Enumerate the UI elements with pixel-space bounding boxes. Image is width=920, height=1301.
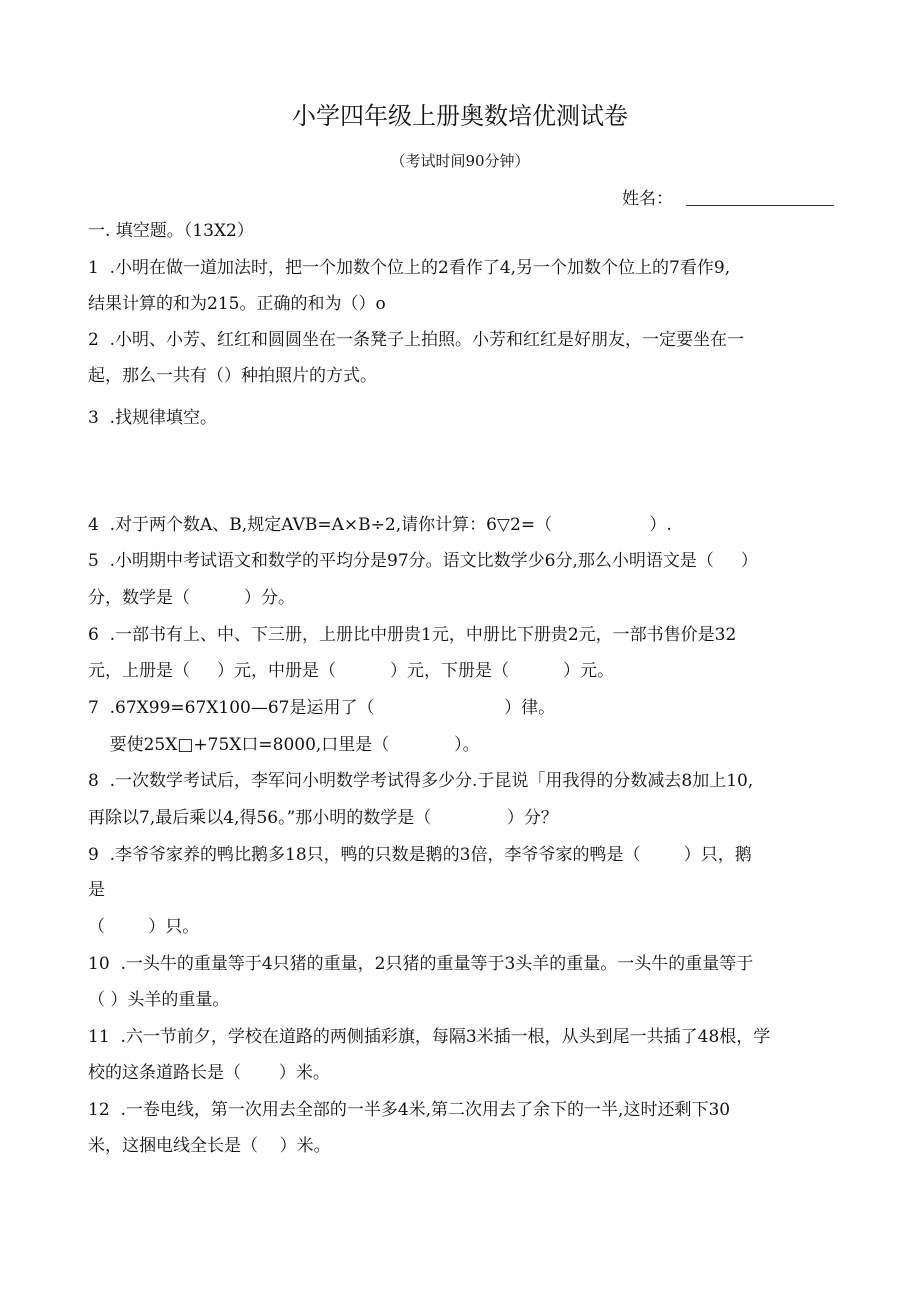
question-9-line-3: （ ）只。 (88, 917, 200, 937)
question-5-line-2: 分，数学是（ ）分。 (88, 588, 296, 608)
question-12-line-1: 12 .一卷电线，第一次用去全部的一半多4米,第二次用去了余下的一半,这时还剩下30 (88, 1100, 731, 1120)
exam-duration: （考试时间90分钟） (390, 152, 530, 170)
question-6-line-1: 6 .一部书有上、中、下三册，上册比中册贵1元，中册比下册贵2元，一部书售价是32 (88, 625, 737, 645)
question-5-line-1: 5 .小明期中考试语文和数学的平均分是97分。语文比数学少6分,那么小明语文是（ ） (88, 551, 758, 571)
question-7-line-1: 7 .67X99=67X100—67是运用了（ ）律。 (88, 698, 556, 718)
question-10-line-2: （ ）头羊的重量。 (88, 990, 230, 1010)
question-3: 3 .找规律填空。 (88, 408, 218, 428)
question-6-line-2: 元，上册是（ ）元，中册是（ ）元，下册是（ ）元。 (88, 661, 615, 681)
question-8-line-1: 8 .一次数学考试后，李军问小明数学考试得多少分.于昆说「用我得的分数减去8加上10, (88, 771, 754, 791)
question-2-line-2: 起，那么一共有（）种拍照片的方式。 (88, 366, 377, 386)
section-heading: 一. 填空题。（13X2） (88, 221, 254, 241)
question-12-line-2: 米，这捆电线全长是（ ）米。 (88, 1136, 331, 1156)
question-8-line-2: 再除以7,最后乘以4,得56。”那小明的数学是（ ）分？ (88, 808, 558, 828)
question-1-line-1: 1 .小明在做一道加法时，把一个加数个位上的2看作了4,另一个加数个位上的7看作9, (88, 258, 731, 278)
page-title: 小学四年级上册奥数培优测试卷 (292, 102, 628, 130)
question-1-line-2: 结果计算的和为215。正确的和为（）o (88, 294, 386, 314)
question-2-line-1: 2 .小明、小芳、红红和圆圆坐在一条凳子上拍照。小芳和红红是好朋友，一定要坐在一 (88, 330, 745, 350)
question-10-line-1: 10 .一头牛的重量等于4只猪的重量，2只猪的重量等于3头羊的重量。一头牛的重量等于 (88, 954, 754, 974)
name-field[interactable] (686, 205, 834, 206)
question-11-line-2: 校的这条道路长是（ ）米。 (88, 1063, 330, 1083)
question-4: 4 .对于两个数A、B,规定AVB=A×B÷2,请你计算：6▽2=（ ）. (88, 515, 672, 535)
question-9-line-1: 9 .李爷爷家养的鸭比鹅多18只，鸭的只数是鹅的3倍，李爷爷家的鸭是（ ）只，鹅 (88, 845, 752, 865)
name-label: 姓名： (622, 189, 673, 209)
question-7-line-2: 要使25X□+75X口=8000,口里是（ ）。 (88, 735, 480, 755)
question-11-line-1: 11 .六一节前夕，学校在道路的两侧插彩旗，每隔3米插一根，从头到尾一共插了48根，学 (88, 1027, 771, 1047)
question-9-line-2: 是 (88, 880, 105, 900)
